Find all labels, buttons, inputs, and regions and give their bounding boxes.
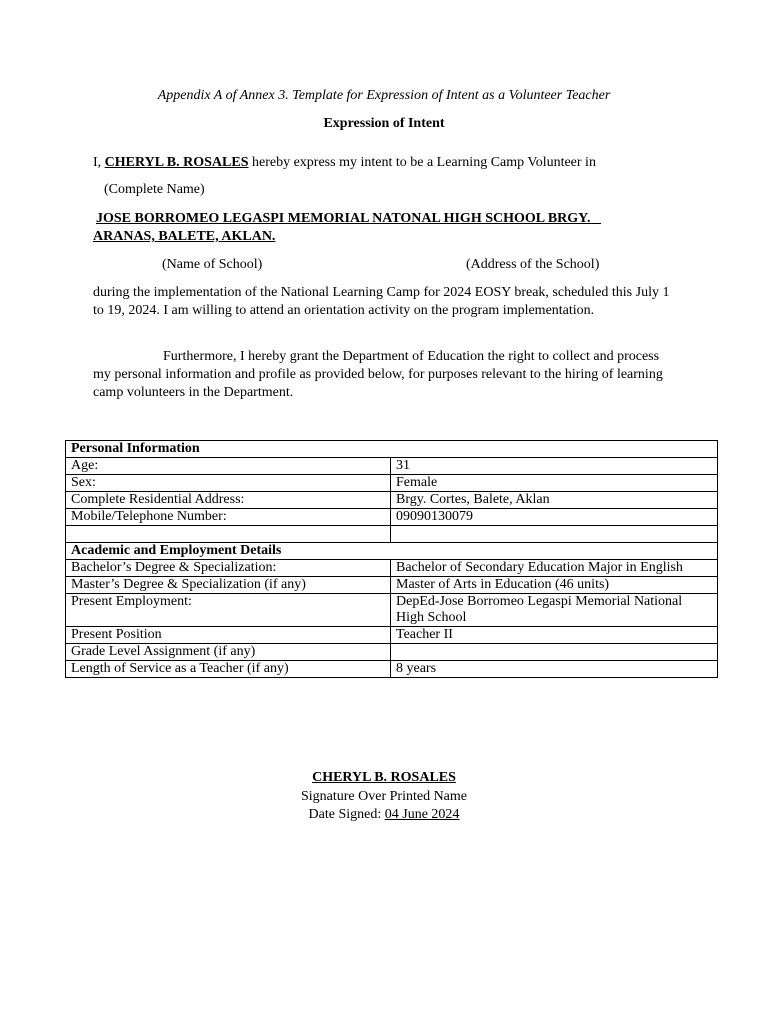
academic-employment-header: Academic and Employment Details [66,543,718,560]
field-label-masters: Master’s Degree & Specialization (if any) [66,577,391,594]
field-label-phone: Mobile/Telephone Number: [66,509,391,526]
field-label-bachelors: Bachelor’s Degree & Specialization: [66,560,391,577]
intent-prefix: I, [93,155,105,170]
personal-information-header: Personal Information [66,441,718,458]
table-row [66,644,718,661]
table-row [66,458,718,475]
intent-statement [93,155,596,171]
table-row [66,661,718,678]
school-name-line1-text: JOSE BORROMEO LEGASPI MEMORIAL NATONAL HIGH SCHOOL BRGY. [96,211,591,226]
signature-block [0,770,768,786]
field-label-age: Age: [66,458,391,475]
field-value-bachelors: Bachelor of Secondary Education Major in English [391,560,718,577]
field-value-sex: Female [391,475,718,492]
volunteer-name: CHERYL B. ROSALES [104,155,249,170]
field-label-address: Complete Residential Address: [66,492,391,509]
table-row-empty [66,526,718,543]
field-label-grade-level: Grade Level Assignment (if any) [66,644,391,661]
field-value-masters: Master of Arts in Education (46 units) [391,577,718,594]
school-address-caption: (Address of the School) [466,257,600,272]
field-label-position: Present Position [66,627,391,644]
date-signed-label: Date Signed: [308,807,385,822]
empty-cell [391,526,718,543]
field-value-length-of-service: 8 years [391,661,718,678]
school-name-caption: (Name of School) [162,257,263,272]
field-value-employment: DepEd-Jose Borromeo Legaspi Memorial National High School [391,594,718,627]
field-value-address: Brgy. Cortes, Balete, Aklan [391,492,718,509]
information-table [65,440,718,678]
school-name-line2: ARANAS, BALETE, AKLAN. [93,229,276,244]
field-value-age: 31 [391,458,718,475]
school-name-blank [591,211,602,226]
field-value-grade-level [391,644,718,661]
field-label-employment: Present Employment: [66,594,391,627]
table-row [66,509,718,526]
date-signed [0,807,768,823]
table-row [66,492,718,509]
signatory-name: CHERYL B. ROSALES [312,770,456,785]
consent-paragraph: Furthermore, I hereby grant the Department of Education the right to collect and process my personal information and profile as provided below, for purposes relevant to the hiring of learning camp volunteers in the Department. [93,349,663,400]
implementation-paragraph: during the implementation of the National Learning Camp for 2024 EOSY break, scheduled this July 1 to 19, 2024. I am willing to attend an orientation activity on the program implementation. [93,285,670,318]
complete-name-caption: (Complete Name) [104,182,205,197]
field-label-sex: Sex: [66,475,391,492]
document-title: Expression of Intent [323,116,445,131]
table-row [66,594,718,627]
school-name-line1 [93,211,601,227]
empty-cell [66,526,391,543]
field-value-phone: 09090130079 [391,509,718,526]
field-label-length-of-service: Length of Service as a Teacher (if any) [66,661,391,678]
table-row [66,560,718,577]
table-row [66,627,718,644]
table-row [66,475,718,492]
date-signed-value: 04 June 2024 [384,807,460,822]
signature-caption: Signature Over Printed Name [300,789,467,804]
intent-suffix: hereby express my intent to be a Learning Camp Volunteer in [248,155,596,170]
table-row [66,577,718,594]
appendix-title: Appendix A of Annex 3. Template for Expression of Intent as a Volunteer Teacher [157,88,611,103]
field-value-position: Teacher II [391,627,718,644]
